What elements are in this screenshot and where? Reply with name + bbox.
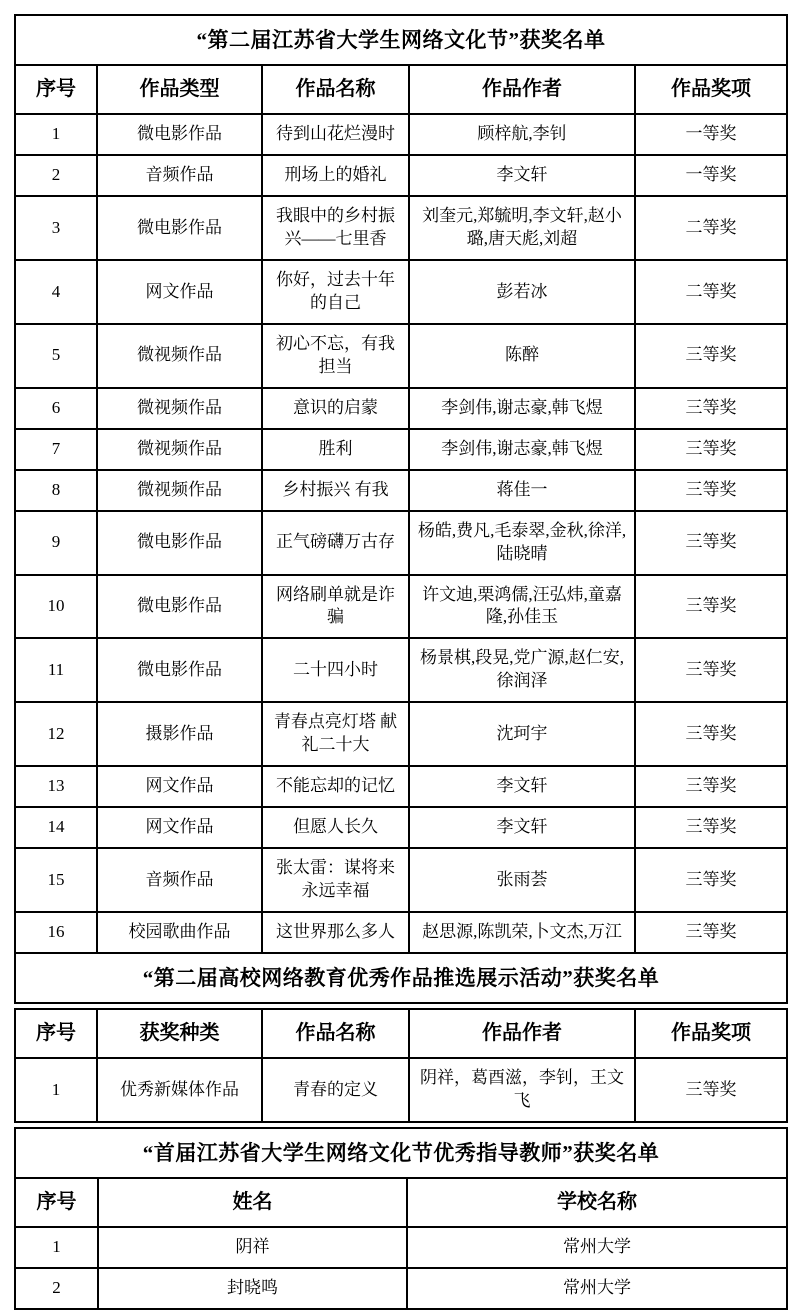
table-cell: 微电影作品 — [97, 114, 262, 155]
table-cell: 三等奖 — [635, 1058, 787, 1122]
table-cell: 常州大学 — [407, 1227, 787, 1268]
table-cell: 微电影作品 — [97, 196, 262, 260]
table-cell: 2 — [15, 155, 97, 196]
table-cell: 三等奖 — [635, 766, 787, 807]
table-title: “首届江苏省大学生网络文化节优秀指导教师”获奖名单 — [15, 1128, 787, 1178]
column-header: 获奖种类 — [97, 1009, 262, 1058]
table-body — [15, 114, 787, 953]
table-header-row — [15, 1178, 787, 1227]
table-cell: 13 — [15, 766, 97, 807]
table-cell: 三等奖 — [635, 912, 787, 953]
column-header: 姓名 — [98, 1178, 407, 1227]
table-cell: 三等奖 — [635, 429, 787, 470]
table-cell: 网文作品 — [97, 807, 262, 848]
table-cell: 微电影作品 — [97, 638, 262, 702]
table-cell: 7 — [15, 429, 97, 470]
table-cell: 李文轩 — [409, 766, 635, 807]
column-header: 作品类型 — [97, 65, 262, 114]
table-cell: 三等奖 — [635, 807, 787, 848]
table-cell: 彭若冰 — [409, 260, 635, 324]
table-row — [15, 807, 787, 848]
table-title: “第二届高校网络教育优秀作品推选展示活动”获奖名单 — [15, 953, 787, 1003]
table-row — [15, 470, 787, 511]
table-cell: 三等奖 — [635, 575, 787, 639]
table-cell: 李剑伟,谢志豪,韩飞煜 — [409, 429, 635, 470]
table-cell: 青春的定义 — [262, 1058, 409, 1122]
table-header-row — [15, 1009, 787, 1058]
table-cell: 5 — [15, 324, 97, 388]
table-cell: 许文迪,栗鸿儒,汪弘炜,童嘉隆,孙佳玉 — [409, 575, 635, 639]
table-cell: 微视频作品 — [97, 470, 262, 511]
award-table-education-activity — [14, 1008, 788, 1123]
table-cell: 刑场上的婚礼 — [262, 155, 409, 196]
table-cell: 李文轩 — [409, 807, 635, 848]
table-cell: 杨景棋,段晃,党广源,赵仁安,徐润泽 — [409, 638, 635, 702]
table-cell: 微电影作品 — [97, 575, 262, 639]
column-header: 作品奖项 — [635, 1009, 787, 1058]
table-row — [15, 766, 787, 807]
table-row — [15, 388, 787, 429]
table-cell: 意识的启蒙 — [262, 388, 409, 429]
table-cell: 刘奎元,郑毓明,李文轩,赵小璐,唐天彪,刘超 — [409, 196, 635, 260]
table-cell: 1 — [15, 1058, 97, 1122]
table-row — [15, 429, 787, 470]
table-row — [15, 912, 787, 953]
table-cell: 校园歌曲作品 — [97, 912, 262, 953]
table-cell: 14 — [15, 807, 97, 848]
table-cell: 8 — [15, 470, 97, 511]
table-cell: 摄影作品 — [97, 702, 262, 766]
table-row — [15, 638, 787, 702]
table-cell: 这世界那么多人 — [262, 912, 409, 953]
table-cell: 一等奖 — [635, 114, 787, 155]
table-cell: 三等奖 — [635, 511, 787, 575]
table-cell: 三等奖 — [635, 702, 787, 766]
table-cell: 15 — [15, 848, 97, 912]
table-cell: 16 — [15, 912, 97, 953]
award-document — [14, 14, 786, 1310]
table-body — [15, 1058, 787, 1122]
table-cell: 青春点亮灯塔 献礼二十大 — [262, 702, 409, 766]
column-header: 作品奖项 — [635, 65, 787, 114]
table-title: “第二届江苏省大学生网络文化节”获奖名单 — [15, 15, 787, 65]
table-cell: 三等奖 — [635, 638, 787, 702]
table-row — [15, 511, 787, 575]
table-cell: 1 — [15, 114, 97, 155]
table-cell: 乡村振兴 有我 — [262, 470, 409, 511]
column-header: 序号 — [15, 1009, 97, 1058]
table-body — [15, 1227, 787, 1309]
table-title-row — [15, 953, 787, 1003]
column-header: 学校名称 — [407, 1178, 787, 1227]
table-row — [15, 114, 787, 155]
table-cell: 赵思源,陈凯荣,卜文杰,万江 — [409, 912, 635, 953]
table-cell: 微电影作品 — [97, 511, 262, 575]
table-row — [15, 1268, 787, 1309]
table-cell: 10 — [15, 575, 97, 639]
table-cell: 12 — [15, 702, 97, 766]
table-row — [15, 1227, 787, 1268]
table-cell: 正气磅礴万古存 — [262, 511, 409, 575]
table-title-row — [15, 1128, 787, 1178]
table-cell: 蒋佳一 — [409, 470, 635, 511]
table-cell: 胜利 — [262, 429, 409, 470]
table-cell: 一等奖 — [635, 155, 787, 196]
table-cell: 2 — [15, 1268, 98, 1309]
table-row — [15, 196, 787, 260]
table-cell: 微视频作品 — [97, 324, 262, 388]
table-cell: 你好，过去十年的自己 — [262, 260, 409, 324]
table-cell: 网文作品 — [97, 766, 262, 807]
table-cell: 沈珂宇 — [409, 702, 635, 766]
column-header: 序号 — [15, 65, 97, 114]
table-row — [15, 848, 787, 912]
table-cell: 网络刷单就是诈骗 — [262, 575, 409, 639]
table-cell: 9 — [15, 511, 97, 575]
table-cell: 4 — [15, 260, 97, 324]
table-cell: 杨皓,费凡,毛泰翠,金秋,徐洋,陆晓晴 — [409, 511, 635, 575]
table-row — [15, 702, 787, 766]
table-cell: 二等奖 — [635, 196, 787, 260]
table-cell: 三等奖 — [635, 848, 787, 912]
column-header: 作品名称 — [262, 65, 409, 114]
column-header: 作品名称 — [262, 1009, 409, 1058]
table-row — [15, 324, 787, 388]
table-cell: 李剑伟,谢志豪,韩飞煜 — [409, 388, 635, 429]
table-cell: 我眼中的乡村振兴——七里香 — [262, 196, 409, 260]
column-header: 序号 — [15, 1178, 98, 1227]
table-row — [15, 260, 787, 324]
table-cell: 二十四小时 — [262, 638, 409, 702]
table-cell: 11 — [15, 638, 97, 702]
table-cell: 待到山花烂漫时 — [262, 114, 409, 155]
table-row — [15, 1058, 787, 1122]
award-table-culture-festival — [14, 14, 788, 1004]
table-cell: 不能忘却的记忆 — [262, 766, 409, 807]
table-cell: 封晓鸣 — [98, 1268, 407, 1309]
table-cell: 陈醉 — [409, 324, 635, 388]
column-header: 作品作者 — [409, 1009, 635, 1058]
table-cell: 二等奖 — [635, 260, 787, 324]
table-cell: 三等奖 — [635, 388, 787, 429]
table-row — [15, 155, 787, 196]
table-row — [15, 575, 787, 639]
table-cell: 音频作品 — [97, 848, 262, 912]
table-cell: 优秀新媒体作品 — [97, 1058, 262, 1122]
table-cell: 三等奖 — [635, 324, 787, 388]
table-cell: 音频作品 — [97, 155, 262, 196]
table-cell: 3 — [15, 196, 97, 260]
table-cell: 顾梓航,李钊 — [409, 114, 635, 155]
column-header: 作品作者 — [409, 65, 635, 114]
table-cell: 张太雷：谋将来永远幸福 — [262, 848, 409, 912]
table-cell: 微视频作品 — [97, 429, 262, 470]
table-cell: 初心不忘，有我担当 — [262, 324, 409, 388]
table-cell: 常州大学 — [407, 1268, 787, 1309]
table-cell: 微视频作品 — [97, 388, 262, 429]
table-cell: 阴祥 — [98, 1227, 407, 1268]
table-title-row — [15, 15, 787, 65]
table-cell: 李文轩 — [409, 155, 635, 196]
table-cell: 但愿人长久 — [262, 807, 409, 848]
table-cell: 张雨荟 — [409, 848, 635, 912]
table-cell: 阴祥，葛酉滋，李钊，王文飞 — [409, 1058, 635, 1122]
table-cell: 6 — [15, 388, 97, 429]
award-table-outstanding-teachers — [14, 1127, 788, 1310]
table-cell: 网文作品 — [97, 260, 262, 324]
table-header-row — [15, 65, 787, 114]
table-cell: 1 — [15, 1227, 98, 1268]
table-cell: 三等奖 — [635, 470, 787, 511]
